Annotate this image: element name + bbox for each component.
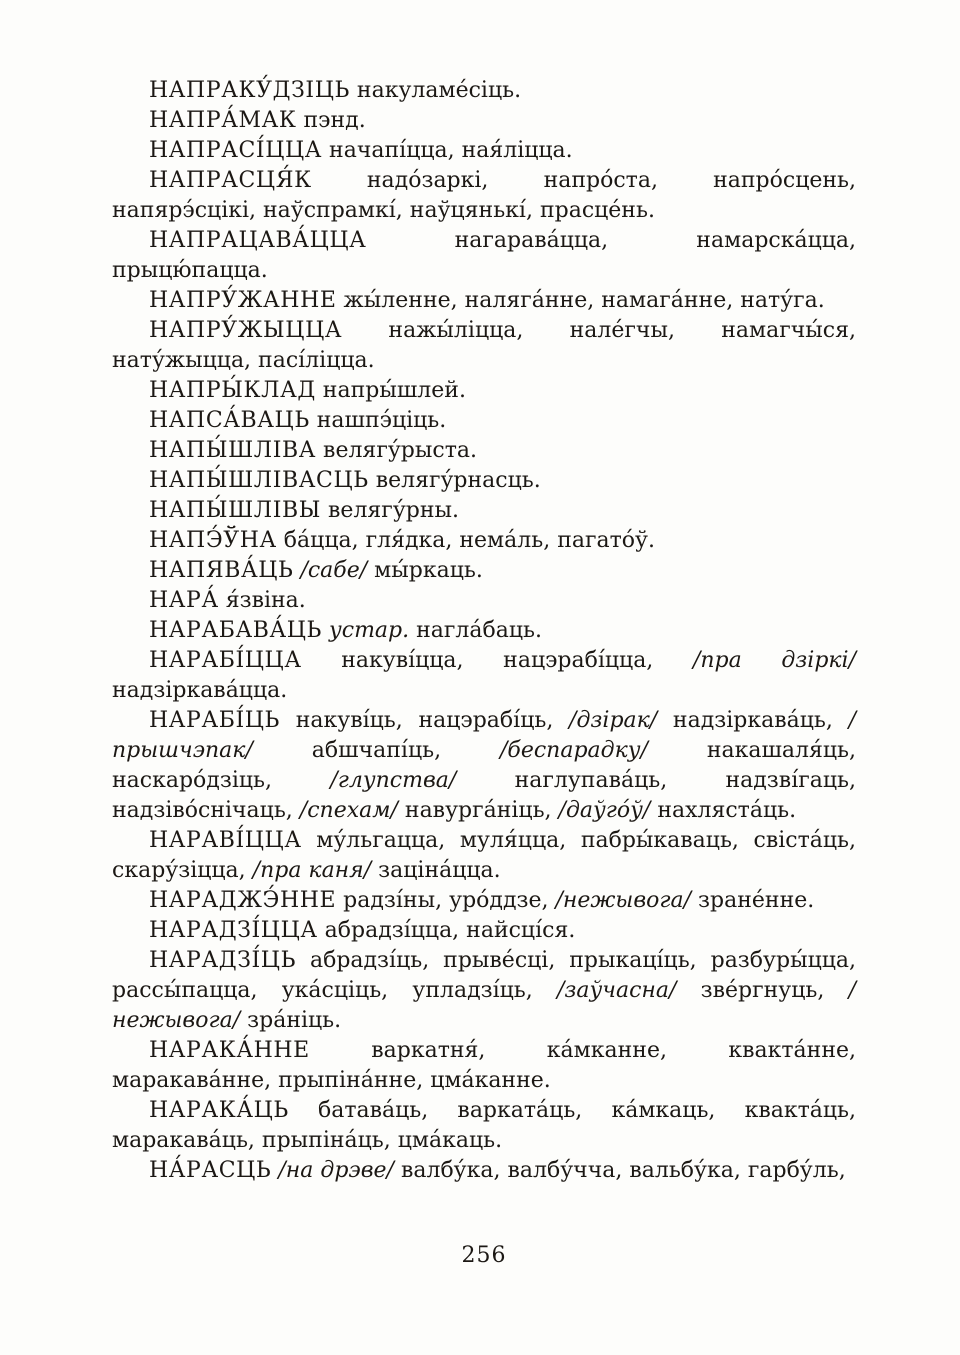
headword: НАПРАКУ́ДЗІЦЬ — [149, 78, 350, 103]
headword: НАПЫ́ШЛІВАСЦЬ — [149, 468, 369, 493]
headword: НАРАДЗІ́ЦЬ — [149, 948, 297, 973]
headword: НАПСА́ВАЦЬ — [149, 408, 310, 433]
definition-text: пэнд. — [296, 108, 366, 133]
definition-text: абрадзі́цца, найсці́ся. — [317, 918, 576, 943]
definition-text: мы́ркаць. — [367, 558, 483, 583]
dictionary-entry — [112, 1096, 856, 1156]
definition-text: накуві́цца, нацэрабі́цца, — [301, 648, 693, 673]
dictionary-entry — [112, 496, 856, 526]
definition-text: надо́заркі, напро́ста, напро́сцень, напярэ́сцікі, наўспрамкі́, наўцянькі́, прасце́нь. — [112, 168, 856, 223]
definition-text: валбу́ка, валбу́чча, вальбу́ка, гарбу́ль, — [393, 1158, 846, 1183]
definition-text: накуві́ць, нацэрабі́ць, — [279, 708, 570, 733]
definition-text: жы́ленне, наляга́нне, намага́нне, нату́га. — [336, 288, 825, 313]
usage-label: /прышчэпак/ — [112, 708, 857, 763]
definition-text: накашаля́ць, наскаро́дзіць, — [112, 738, 857, 793]
usage-label: устар. — [328, 618, 410, 643]
dictionary-entry — [112, 226, 856, 286]
headword: НА́РАСЦЬ — [149, 1158, 272, 1183]
headword: НАПРАСЦЯ́К — [149, 168, 312, 193]
dictionary-entry — [112, 436, 856, 466]
dictionary-entry — [112, 616, 856, 646]
usage-label: /дзірак/ — [569, 708, 658, 733]
definition-text: напры́шлей. — [315, 378, 466, 403]
usage-label: /сабе/ — [300, 558, 368, 583]
headword: НАПРАЦАВА́ЦЦА — [149, 228, 367, 253]
definition-text: нажы́ліцца, нале́гчы, намагчы́ся, нату́жыцца, пасі́ліцца. — [112, 318, 856, 373]
headword: НАПРЫ́КЛАД — [149, 378, 316, 403]
headword: НАПЯВА́ЦЬ — [149, 558, 294, 583]
dictionary-entry — [112, 826, 856, 886]
dictionary-entry — [112, 706, 856, 826]
dictionary-entry — [112, 526, 856, 556]
dictionary-entry — [112, 1036, 856, 1096]
dictionary-entry — [112, 646, 856, 706]
headword: НАПЭ́ЎНА — [149, 528, 277, 553]
headword: НАПРУ́ЖЫЦЦА — [149, 318, 343, 343]
usage-label: /спехам/ — [299, 798, 398, 823]
headword: НАРАБАВА́ЦЬ — [149, 618, 322, 643]
definition-text: нагарава́цца, намарска́цца, прыцю́пацца. — [112, 228, 856, 283]
usage-label: /глупства/ — [330, 768, 457, 793]
headword: НАРАВІ́ЦЦА — [149, 828, 302, 853]
dictionary-entry — [112, 376, 856, 406]
headword: НАРАКА́ЦЬ — [149, 1098, 289, 1123]
usage-label: /беспарадку/ — [499, 738, 648, 763]
dictionary-entry — [112, 106, 856, 136]
usage-label: /нежывога/ — [112, 978, 856, 1033]
definition-text: радзі́ны, уро́ддзе, — [336, 888, 556, 913]
definition-text — [322, 618, 329, 643]
definition-text: абшчапі́ць, — [252, 738, 500, 763]
usage-label: /на дрэве/ — [278, 1158, 394, 1183]
definition-text: велягу́рыста. — [316, 438, 477, 463]
usage-label: /пра дзіркі/ — [692, 648, 856, 673]
dictionary-entry — [112, 916, 856, 946]
dictionary-entry — [112, 316, 856, 376]
page-number: 256 — [461, 1243, 507, 1268]
headword: НАРАДЖЭ́ННЕ — [149, 888, 337, 913]
dictionary-entry — [112, 556, 856, 586]
usage-label: /даўго́ў/ — [558, 798, 651, 823]
headword: НАРАДЗІ́ЦЦА — [149, 918, 318, 943]
usage-label: /нежывога/ — [555, 888, 692, 913]
definition-text: зра́ніць. — [240, 1008, 342, 1033]
definition-text: наглупава́ць, надзві́гаць, надзіво́снічаць, — [112, 768, 856, 823]
definition-text: навурга́ніць, — [397, 798, 559, 823]
dictionary-entry — [112, 886, 856, 916]
definition-text: батава́ць, варката́ць, ка́мкаць, квакта́ць, маракава́ць, прыпіна́ць, цма́каць. — [112, 1098, 856, 1153]
dictionary-entry — [112, 406, 856, 436]
definition-text: зране́нне. — [691, 888, 815, 913]
definition-text: накуламе́сіць. — [349, 78, 522, 103]
definition-text: нашпэ́ціць. — [309, 408, 447, 433]
definition-text: надзіркава́ць, — [657, 708, 849, 733]
headword: НАПЫ́ШЛІВЫ — [149, 498, 322, 523]
dictionary-entry — [112, 586, 856, 616]
definition-text: нахляста́ць. — [650, 798, 797, 823]
headword: НАРАБІ́ЦЬ — [149, 708, 280, 733]
dictionary-entry — [112, 166, 856, 226]
dictionary-entry — [112, 466, 856, 496]
headword: НАРАБІ́ЦЦА — [149, 648, 302, 673]
definition-text: заціна́цца. — [371, 858, 501, 883]
headword: НАПРУ́ЖАННЕ — [149, 288, 337, 313]
dictionary-entry — [112, 1156, 856, 1186]
headword: НАРАКА́ННЕ — [149, 1038, 310, 1063]
headword: НАРА́ — [149, 588, 219, 613]
definition-text: начапі́цца, ная́ліцца. — [322, 138, 573, 163]
headword: НАПЫ́ШЛІВА — [149, 438, 317, 463]
definition-text: я́звіна. — [218, 588, 306, 613]
definition-text: ба́цца, гля́дка, нема́ль, пагато́ў. — [276, 528, 655, 553]
definition-text: варкатня́, ка́мканне, квакта́нне, маракава́нне, прыпіна́нне, цма́канне. — [112, 1038, 856, 1093]
definition-text: нагла́баць. — [409, 618, 542, 643]
dictionary-entry — [112, 946, 856, 1036]
headword: НАПРА́МАК — [149, 108, 297, 133]
definition-text: велягу́рны. — [321, 498, 460, 523]
dictionary-entry — [112, 136, 856, 166]
definition-text: му́льгацца, муля́цца, пабры́каваць, свіста́ць, скару́зіцца, — [112, 828, 856, 883]
dictionary-entry — [112, 286, 856, 316]
headword: НАПРАСІ́ЦЦА — [149, 138, 323, 163]
definition-text: зве́ргнуць, — [676, 978, 849, 1003]
definition-text: велягу́рнасць. — [368, 468, 541, 493]
definition-text: надзіркава́цца. — [112, 678, 288, 703]
usage-label: /заўчасна/ — [556, 978, 677, 1003]
usage-label: /пра каня/ — [252, 858, 372, 883]
entries-list — [112, 76, 856, 1186]
dictionary-entry — [112, 76, 856, 106]
definition-text: абрадзі́ць, прыве́сці, прыкаці́ць, разбуры́цца, рассы́пацца, ука́сціць, упладзі́ць, — [112, 948, 856, 1003]
